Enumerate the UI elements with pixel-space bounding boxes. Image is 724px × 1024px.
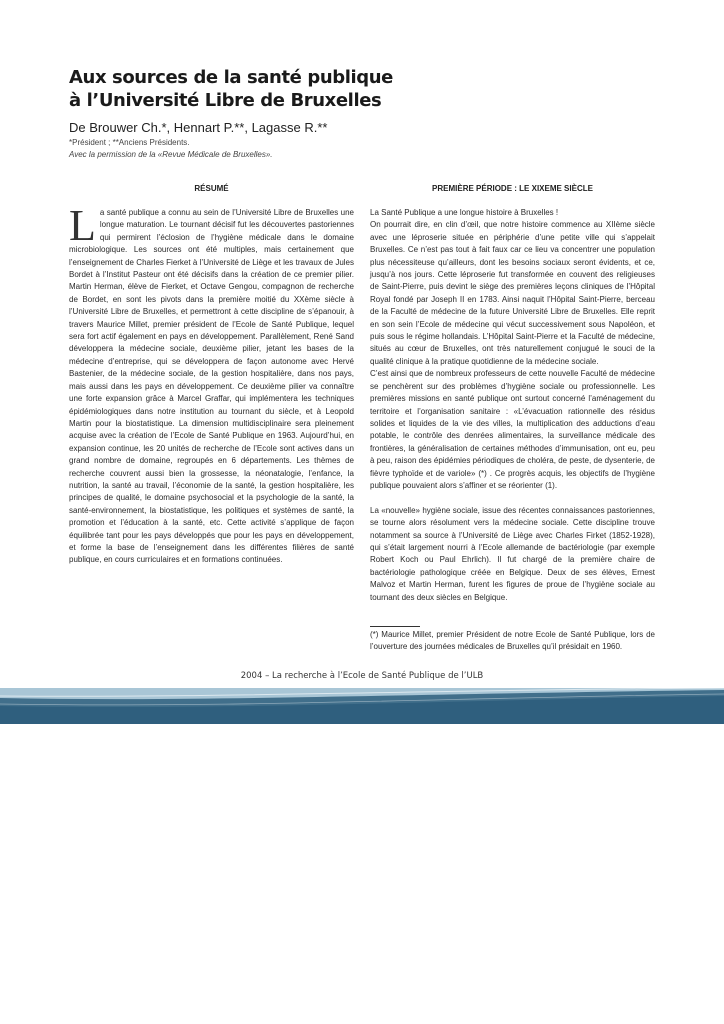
drop-cap: L (69, 201, 96, 250)
paragraph-leproserie: On pourrait dire, en clin d’œil, que notre histoire commence au XIIème siècle avec une léproserie située en périphérie d’une petite ville qui s’appelait Bruxelles. Ce n’est pas tout à fait faux car ce lieu va concentrer une population plus nécessiteuse qu’ailleurs, dont les besoins sociaux seront évidents, et ce, jusqu’à nos jours. Cette léproserie fut transformée en couvent des religieuses de Saint-Pierre, puis devint le siège des premières leçons cliniques de l’Hôpital Royal fondé par Joseph II en 1783. Ainsi naquit l’Hôpital Saint-Pierre, berceau de la Faculté de médecine de la future Université Libre de Bruxelles. Elle reprit en son sein l’Ecole de médecine qui vécut successivement sous Napoléon, et puis sous le régime hollandais. L’Hôpital Saint-Pierre et la Faculté de médecine, situés au cœur de Bruxelles, ont très naturellement conjugué le souci de la qualité clinique à la pratique quotidienne de la médecine sociale. (370, 220, 655, 366)
footnote: (*) Maurice Millet, premier Président de notre Ecole de Santé Publique, lors de l’ouverture des journées médicales de Bruxelles qu’il présidait en 1960. (370, 630, 655, 652)
footnote-rule (370, 626, 420, 627)
resume-column (69, 201, 354, 567)
article-title: Aux sources de la santé publique à l’Université Libre de Bruxelles (69, 67, 393, 111)
note-presidents: *Président ; **Anciens Présidents. (69, 138, 190, 147)
periode-heading: PREMIÈRE PÉRIODE : LE XIXEME SIÈCLE (432, 184, 593, 193)
paragraph-intro: La Santé Publique a une longue histoire à Bruxelles ! (370, 208, 559, 217)
authors: De Brouwer Ch.*, Hennart P.**, Lagasse R.** (69, 120, 328, 135)
decorative-wave-band (0, 688, 724, 724)
page-footer: 2004 – La recherche à l’Ecole de Santé Publique de l’ULB (240, 671, 484, 681)
resume-text: a santé publique a connu au sein de l’Université Libre de Bruxelles une longue maturation. Le tournant décisif fut les découvertes pastoriennes qui permirent l’éclosion de l’hygiène médicale dans le domaine microbiologique. Les sources ont été multiples, mais certainement que l’enseignement de Charles Fierket à l’Université de Liège et les travaux de Jules Bordet à l’Institut Pasteur ont été décisifs dans la création de ce premier pilier. Martin Herman, élève de Fierket, et Octave Gengou, compagnon de recherche de Bordet, en sont les pivots dans la première moitié du XXème siècle à l’Université Libre de Bruxelles, et permettront à cette discipline de s’épanouir, à travers Maurice Millet, premier président de l’Ecole de Santé Publique, lequel sera fort actif également en pays en développement. Parallèlement, René Sand développera la médecine sociale, deuxième pilier, jetant les bases de la médecine d’entreprise, qui se développera de façon autonome avec Hervé Bastenier, de la médecine sociale, de la gestion hospitalière, dans nos pays, mais aussi dans les pays en développement. Ce deuxième pilier va connaître une forte expansion grâce à Marcel Graffar, qui implémentera les techniques épidémiologiques dans notre institution au tournant du siècle, et à Leopold Martin pour la biostatistique. La dimension multidisciplinaire sera pleinement acquise avec la création de l’Ecole de Santé Publique en 1963. Aujourd’hui, en expansion continue, les 20 unités de recherche de l’Ecole sont actives dans un grand nombre de domaine, regroupés en 6 départements. Les thèmes de recherche couvrent aussi bien la grossesse, la néonatalogie, l’enfance, la nutrition, la santé au travail, l’économie de la santé, la gestion hospitalière, les principes de qualité, le domaine psychosocial et la psychologie de la santé, la santé-environnement, la biostatistique, les politiques et systèmes de santé, la promotion et l’éducation à la santé, etc. Cette activité s’applique de façon équilibrée tant pour les pays développés que pour les pays en développement, et forme la base de l’enseignement dans les différentes filières de santé publique, en cours curriculaires et en formations continuées. (69, 208, 354, 565)
periode-column (370, 207, 655, 604)
resume-heading: RÉSUMÉ (194, 184, 229, 193)
paragraph-professeurs: C’est ainsi que de nombreux professeurs de cette nouvelle Faculté de médecine se penchèrent sur des problèmes d’hygiène sociale ou professionnelle. Les premières missions en santé publique ont surtout concerné l’aménagement du territoire et l’organisation sanitaire : «L’évacuation rationnelle des résidus solides et liquides de la vie des villes, la multiplication des adductions d’eau potable, le contrôle des denrées alimentaires, la surveillance médicale des frontières, la généralisation de certaines méthodes d’immunisation, ont eu, peu à peu, raison des épidémies périodiques de choléra, de peste, de dysenterie, de fièvre typhoïde et de variole» (*) . Ce progrès acquis, les objectifs de l’hygiène publique pouvaient alors s’affiner et se réorienter (1). (370, 369, 655, 490)
note-permission: Avec la permission de la «Revue Médicale de Bruxelles». (69, 150, 273, 159)
paragraph-hygiene: La «nouvelle» hygiène sociale, issue des récentes connaissances pastoriennes, se tourne alors résolument vers la médecine sociale. Cette discipline trouve notamment sa source à l’Université de Liège avec Charles Firket (1852-1928), qui s’était largement nourri à l’Ecole allemande de bactériologie (par exemple Robert Koch ou Paul Ehrlich). Il fut chargé de la première chaire de bactériologie pathologique créée en Belgique. Deux de ses élèves, Ernest Malvoz et Martin Herman, furent les figures de proue de l’hygiène sociale au tournant des deux siècles en Belgique. (370, 505, 655, 602)
